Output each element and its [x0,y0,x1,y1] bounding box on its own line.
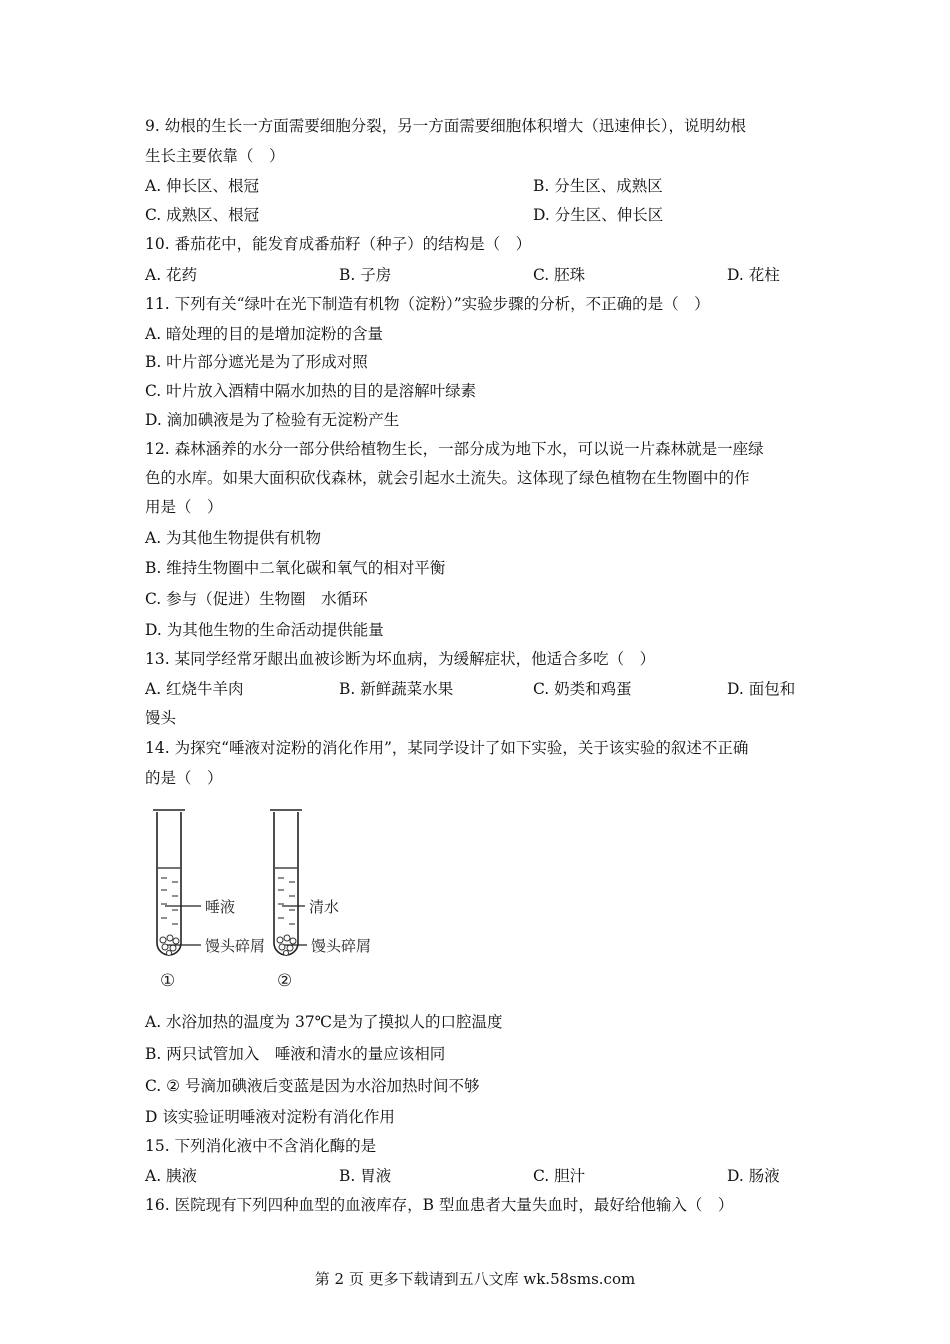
q10-option-a: A. 花药 [145,266,198,284]
q14-stem-line2: 的是（ ） [145,769,223,787]
q10-stem: 10. 番茄花中，能发育成番茄籽（种子）的结构是（ ） [145,235,532,253]
q13-option-d: D. 面包和 [727,680,796,698]
q14-option-c: C. ② 号滴加碘液后变蓝是因为水浴加热时间不够 [145,1077,480,1095]
q15-option-a: A. 胰液 [145,1167,198,1185]
q12-option-c: C. 参与（促进）生物圈 水循环 [145,590,368,608]
test-tube-1 [157,812,181,955]
q11-option-b: B. 叶片部分遮光是为了形成对照 [145,353,368,371]
q12-option-b: B. 维持生物圈中二氧化碳和氧气的相对平衡 [145,559,446,577]
q10-option-d: D. 花柱 [727,266,780,284]
q13-option-d-continued: 馒头 [145,709,177,727]
tube1-solid-label: 馒头碎屑 [205,938,266,955]
q12-stem-line2: 色的水库。如果大面积砍伐森林，就会引起水土流失。这体现了绿色植物在生物圈中的作 [145,469,750,487]
q11-option-a: A. 暗处理的目的是增加淀粉的含量 [145,325,384,343]
q14-stem-line1: 14. 为探究“唾液对淀粉的消化作用”，某同学设计了如下实验，关于该实验的叙述不正确 [145,739,749,757]
q15-option-d: D. 肠液 [727,1167,780,1185]
q12-stem-line1: 12. 森林涵养的水分一部分供给植物生长，一部分成为地下水，可以说一片森林就是一座绿 [145,440,764,458]
q12-option-a: A. 为其他生物提供有机物 [145,529,322,547]
q15-option-b: B. 胃液 [339,1167,392,1185]
tube1-number: ① [160,971,176,990]
q14-option-d: D 该实验证明唾液对淀粉有消化作用 [145,1108,395,1126]
q9-option-c: C. 成熟区、根冠 [145,206,260,224]
q9-option-d: D. 分生区、伸长区 [533,206,664,224]
q11-option-c: C. 叶片放入酒精中隔水加热的目的是溶解叶绿素 [145,382,477,400]
q12-stem-line3: 用是（ ） [145,498,223,516]
q13-stem: 13. 某同学经常牙龈出血被诊断为坏血病，为缓解症状，他适合多吃（ ） [145,650,656,668]
q10-option-c: C. 胚珠 [533,266,586,284]
q14-option-a: A. 水浴加热的温度为 37℃是为了摸拟人的口腔温度 [145,1013,503,1031]
tube2-liquid-label: 清水 [309,899,340,916]
q13-option-b: B. 新鲜蔬菜水果 [339,680,454,698]
q13-option-c: C. 奶类和鸡蛋 [533,680,632,698]
q11-option-d: D. 滴加碘液是为了检验有无淀粉产生 [145,411,400,429]
q9-stem-line1: 9. 幼根的生长一方面需要细胞分裂，另一方面需要细胞体积增大（迅速伸长），说明幼根 [145,117,746,135]
q15-stem: 15. 下列消化液中不含消化酶的是 [145,1137,377,1155]
q9-option-a: A. 伸长区、根冠 [145,177,260,195]
test-tube-figure [145,808,385,998]
q15-option-c: C. 胆汁 [533,1167,586,1185]
test-tube-2 [274,812,298,955]
tube2-number: ② [277,971,293,990]
q10-option-b: B. 子房 [339,266,392,284]
page-footer: 第 2 页 更多下载请到五八文库 wk.58sms.com [314,1270,636,1288]
tube1-liquid-label: 唾液 [205,899,236,916]
q13-option-a: A. 红烧牛羊肉 [145,680,244,698]
q9-option-b: B. 分生区、成熟区 [533,177,663,195]
q11-stem: 11. 下列有关“绿叶在光下制造有机物（淀粉）”实验步骤的分析，不正确的是（ ） [145,295,710,313]
q16-stem: 16. 医院现有下列四种血型的血液库存，B 型血患者大量失血时，最好给他输入（ ） [145,1196,734,1214]
q14-option-b: B. 两只试管加入 唾液和清水的量应该相同 [145,1045,446,1063]
q9-stem-line2: 生长主要依靠（ ） [145,147,285,165]
tube2-solid-label: 馒头碎屑 [311,938,372,955]
q12-option-d: D. 为其他生物的生命活动提供能量 [145,621,384,639]
